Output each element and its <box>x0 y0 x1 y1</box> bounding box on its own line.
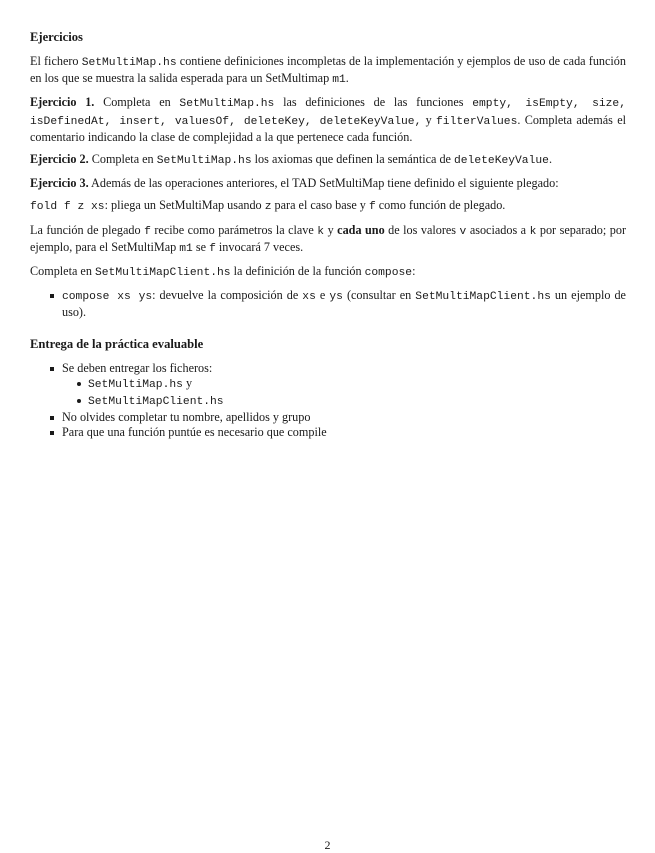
text: de los valores <box>384 222 460 237</box>
text: La función de plegado <box>30 222 145 237</box>
code-variable: f <box>368 201 376 214</box>
code-variable: m1 <box>332 74 346 87</box>
code-signature: compose xs ys <box>62 291 153 304</box>
text: y <box>421 112 437 127</box>
code-function: deleteKeyValue <box>454 155 549 168</box>
files-sublist <box>62 376 626 410</box>
text: un ejemplo de uso). <box>62 288 626 320</box>
section-heading-ejercicios: Ejercicios <box>30 30 83 44</box>
text: : pliega un SetMultiMap usando <box>104 198 265 213</box>
code-filename: SetMultiMap.hs <box>156 155 252 168</box>
text: y <box>182 375 193 390</box>
ejercicio-3-label: Ejercicio 3. <box>30 176 89 191</box>
text: se <box>192 239 210 254</box>
text: contiene definiciones incompletas de la implementación y ejemplos de uso de cada función en los que se muestra la salida esperada para un SetMultimap <box>30 54 626 86</box>
text: para el caso base y <box>271 198 369 213</box>
text: asociados a <box>466 222 530 237</box>
code-variable: k <box>317 225 325 238</box>
text: y <box>324 222 338 237</box>
code-filename: SetMultiMap.hs <box>179 98 275 111</box>
code-filename: SetMultiMapClient.hs <box>88 396 224 409</box>
fold-paragraph <box>30 198 626 215</box>
code-filename: SetMultiMap.hs <box>88 378 183 391</box>
list-item <box>30 361 626 411</box>
text: las definiciones de las funciones <box>274 95 473 110</box>
code-variable: k <box>529 225 537 238</box>
text: e <box>315 288 330 303</box>
text: los axiomas que definen la semántica de <box>251 152 455 167</box>
text: Se deben entregar los ficheros: <box>62 360 213 375</box>
text: Además de las operaciones anteriores, el TAD SetMultiMap tiene definido el siguiente plegado: <box>88 176 559 191</box>
ejercicio-1-paragraph <box>30 95 626 145</box>
code-variable: f <box>209 242 216 255</box>
code-variable: ys <box>329 291 343 304</box>
text: : devuelve la composición de <box>152 288 303 303</box>
text: . Completa además el comentario indicando la clase de complejidad a la que pertenece cada función. <box>30 112 626 144</box>
text: la definición de la función <box>230 264 365 279</box>
ejercicio-2-paragraph <box>30 152 626 169</box>
compose-list <box>30 288 626 320</box>
text: Completa en <box>88 152 157 167</box>
code-variable: xs <box>302 291 316 304</box>
code-function: filterValues <box>436 115 518 128</box>
text: como función de plegado. <box>375 198 506 213</box>
text: (consultar en <box>342 288 416 303</box>
text: Completa en <box>94 95 180 110</box>
code-filename: SetMultiMapClient.hs <box>94 267 231 280</box>
entrega-list <box>30 361 626 441</box>
text: El fichero <box>30 54 82 68</box>
code-function: compose <box>364 267 413 280</box>
list-item <box>30 288 626 320</box>
text: . <box>345 71 349 86</box>
fold-explanation-paragraph <box>30 223 626 257</box>
ejercicio-2-label: Ejercicio 2. <box>30 152 89 167</box>
code-variable: z <box>264 201 272 214</box>
client-paragraph <box>30 264 626 281</box>
text: recibe como parámetros la clave <box>150 222 318 237</box>
text: por separado; por ejemplo, para el SetMultiMap <box>30 222 627 254</box>
page-number: 2 <box>324 838 331 852</box>
ejercicio-3-paragraph <box>30 176 626 191</box>
code-filename: SetMultiMap.hs <box>81 57 177 69</box>
section-heading-entrega: Entrega de la práctica evaluable <box>30 336 204 351</box>
text: Completa en <box>30 264 95 279</box>
document-page <box>30 30 626 441</box>
text: invocará 7 veces. <box>215 239 304 254</box>
sublist-item <box>62 376 626 393</box>
emphasis: cada uno <box>337 222 385 237</box>
list-item: No olvides completar tu nombre, apellidos y grupo <box>30 410 626 425</box>
code-variable: m1 <box>179 242 193 255</box>
code-variable: v <box>459 225 467 238</box>
list-item: Para que una función puntúe es necesario que compile <box>30 425 626 440</box>
code-variable: f <box>144 225 151 238</box>
text: : <box>412 264 416 279</box>
code-signature: fold f z xs <box>30 201 105 214</box>
code-function-list: empty, isEmpty, size, isDefinedAt, insert, valuesOf, deleteKey, deleteKeyValue, <box>30 98 626 128</box>
code-filename: SetMultiMapClient.hs <box>415 291 551 304</box>
text: . <box>548 152 552 167</box>
sublist-item <box>62 393 626 410</box>
ejercicio-1-label: Ejercicio 1. <box>30 95 95 110</box>
intro-paragraph <box>30 54 626 88</box>
